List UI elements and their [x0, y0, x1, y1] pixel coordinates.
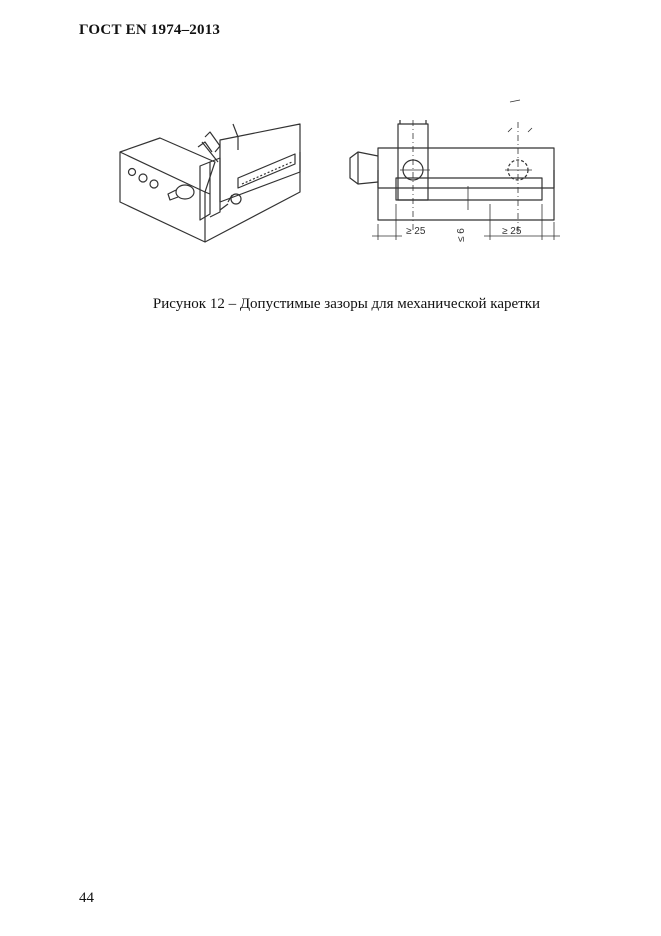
page-number: 44 [79, 890, 94, 906]
dim-right-gap: ≥ 25 [502, 226, 522, 237]
isometric-view [120, 124, 300, 242]
dim-left-gap: ≥ 25 [406, 226, 426, 237]
figure-caption [0, 296, 661, 313]
dim-height: ≤ 6 [456, 228, 467, 242]
carriage-drawing [110, 92, 570, 252]
figure-12 [110, 92, 570, 252]
document-header: ГОСТ EN 1974–2013 [79, 22, 221, 38]
figure-caption-text: Рисунок 12 – Допустимые зазоры для механической каретки [152, 296, 541, 312]
front-view [350, 100, 560, 240]
